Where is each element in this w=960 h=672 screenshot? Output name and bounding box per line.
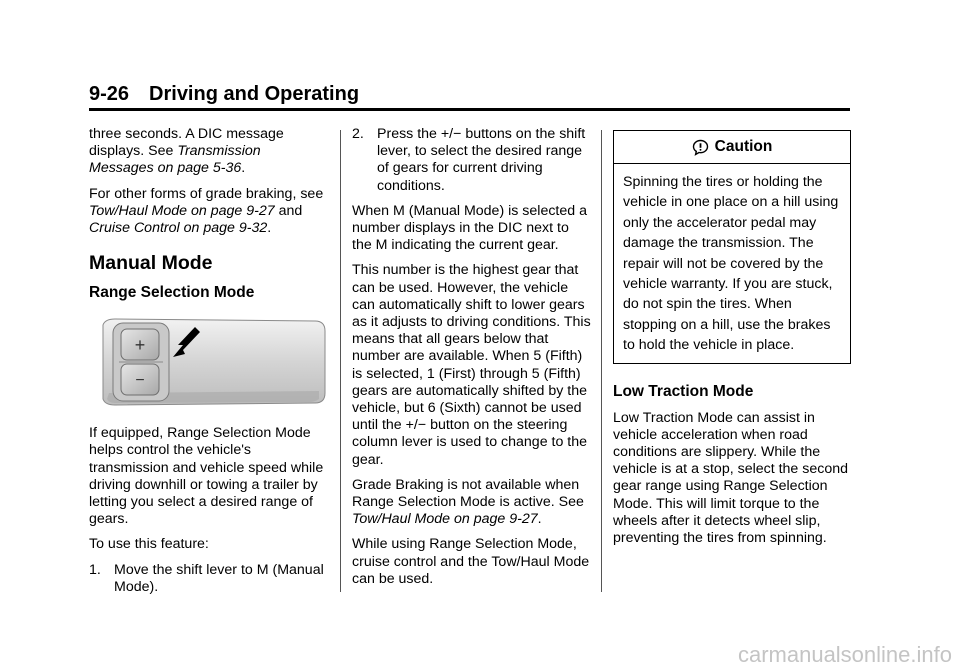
- column-divider-right: [601, 130, 602, 592]
- paragraph-highest-gear: This number is the highest gear that can be used. However, the vehicle can automatically shift to lower gears as it adjusts to driving conditions. This means that all gears below that number are available. When 5 (Fifth) is selected, 1 (First) through 5 (Fifth) gears are automatically shifted by the vehicle, but 6 (Sixth) cannot be used until the +/− button on the steering column lever is used to change to the gear.: [352, 262, 591, 468]
- page-title: 9-26 Driving and Operating: [89, 83, 360, 105]
- paragraph-dic-message: three seconds. A DIC message displays. See Transmission Messages on page 5-36.: [89, 126, 284, 177]
- cruise-control-reference[interactable]: Cruise Control on page 9-32: [89, 220, 268, 237]
- paragraph-cruise-control: While using Range Selection Mode, cruise control and the Tow/Haul Mode can be used.: [352, 536, 590, 587]
- caution-box: [613, 130, 851, 364]
- column-middle: [352, 126, 592, 596]
- paragraph-manual-mode-dic: When M (Manual Mode) is selected a number displays in the DIC next to the M indicating the current gear.: [352, 202, 587, 254]
- minus-button-symbol: −: [135, 372, 145, 390]
- tow-haul-reference[interactable]: Tow/Haul Mode on page 9-27: [89, 202, 275, 219]
- subsection-heading-range-selection: Range Selection Mode: [89, 284, 255, 302]
- column-divider-left: [340, 130, 341, 592]
- caution-icon: [692, 139, 709, 156]
- step-2-number: 2.: [352, 126, 364, 142]
- step-1: [89, 562, 329, 596]
- plus-button-symbol: +: [134, 335, 146, 356]
- caution-header: [614, 131, 850, 164]
- watermark: carmanualsonline.info: [737, 642, 952, 667]
- page-header: [89, 82, 850, 111]
- tow-haul-reference-2[interactable]: Tow/Haul Mode on page 9-27: [352, 511, 538, 528]
- caution-text: Spinning the tires or holding the vehicle in one place on a hill using only the accelerator pedal may damage the transmission. The repair will not be covered by the vehicle warranty. If you are stuck, do not spin the tires. When stopping on a hill, use the brakes to hold the vehicle in place.: [623, 174, 839, 354]
- paragraph-grade-braking-unavailable: Grade Braking is not available when Range Selection Mode is active. See Tow/Haul Mode on page 9-27.: [352, 476, 584, 528]
- caution-title: Caution: [714, 138, 773, 156]
- step-1-number: 1.: [89, 561, 101, 578]
- step-1-text: Move the shift lever to M (Manual Mode).: [114, 561, 324, 595]
- section-heading-manual-mode: Manual Mode: [89, 252, 213, 275]
- shift-lever-illustration: [89, 313, 329, 411]
- step-2-text: Press the +/− buttons on the shift lever, to select the desired range of gears for current driving conditions.: [377, 126, 586, 194]
- transmission-messages-reference[interactable]: Transmission Messages on page 5-36: [89, 143, 261, 177]
- paragraph-low-traction: Low Traction Mode can assist in vehicle acceleration when road conditions are slippery. While the vehicle is at a stop, select the second gear range using Range Selection Mode. This will limit torque to the wheels after it detects wheel slip, preventing the tires from spinning.: [613, 409, 849, 547]
- paragraph-grade-braking: For other forms of grade braking, see Tow/Haul Mode on page 9-27 and Cruise Control on page 9-32.: [89, 185, 324, 237]
- paragraph-range-selection-description: If equipped, Range Selection Mode helps control the vehicle's transmission and vehicle speed while driving downhill or towing a trailer by letting you select a desired range of gears.: [89, 425, 324, 528]
- column-right: [613, 126, 851, 555]
- paragraph-to-use-feature: To use this feature:: [89, 536, 209, 553]
- section-heading-low-traction: Low Traction Mode: [613, 382, 754, 400]
- column-left: [89, 126, 329, 604]
- step-2: [352, 126, 592, 195]
